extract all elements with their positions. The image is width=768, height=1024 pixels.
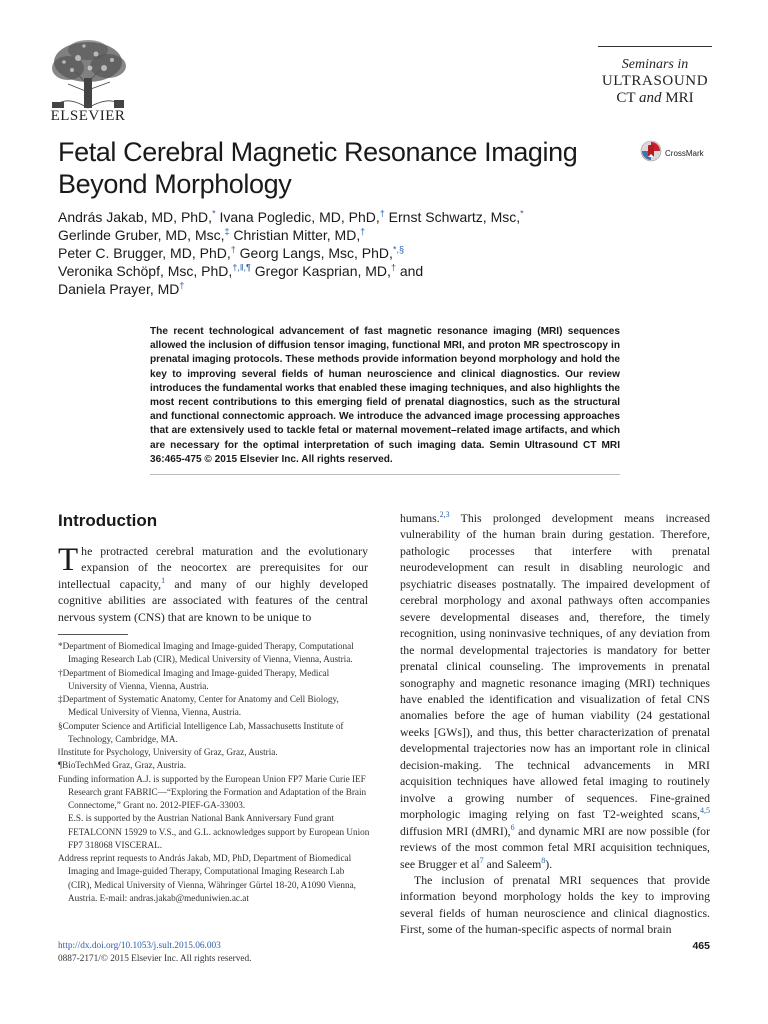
abstract <box>150 325 620 467</box>
reference-link[interactable]: 7 <box>479 855 484 865</box>
affiliation-mark[interactable]: † <box>360 226 366 237</box>
abstract-rule <box>150 474 620 475</box>
citation-line: Semin Ultrasound CT MRI 36:465-475 © 2015 Elsevier Inc. All rights reserved. <box>150 439 620 465</box>
journal-line-3c: MRI <box>661 90 694 106</box>
journal-line-1: Seminars in <box>621 57 689 72</box>
intro-left-text-b: and many of our highly developed cognitive abilities are associated with features of the central nervous system (CNS) that are known to be unique to <box>58 576 368 624</box>
intro-right-text-f: ). <box>545 856 553 871</box>
left-column <box>58 510 368 625</box>
journal-line-2: ULTRASOUND <box>601 73 709 89</box>
author-name: András Jakab, MD, PhD, <box>58 209 213 225</box>
page-number: 465 <box>692 940 710 952</box>
crossmark-icon <box>640 140 662 167</box>
journal-name <box>598 56 712 107</box>
intro-right-text-c: diffusion MRI (dMRI), <box>400 823 511 838</box>
publisher-wordmark: ELSEVIER <box>50 108 126 124</box>
journal-line-3a: CT <box>616 90 640 106</box>
reference-link[interactable]: 8 <box>541 855 546 865</box>
affiliation-mark[interactable]: * <box>212 208 216 219</box>
affiliation-footnote: ¶BioTechMed Graz, Graz, Austria. <box>58 760 187 771</box>
author-name: Gerlinde Gruber, MD, Msc, <box>58 227 225 243</box>
author-list <box>58 208 598 298</box>
author-name: Christian Mitter, MD, <box>229 227 361 243</box>
author-line <box>58 226 598 244</box>
author-name: Daniela Prayer, MD <box>58 281 180 297</box>
author-line <box>58 244 598 262</box>
abstract-text: The recent technological advancement of fast magnetic resonance imaging (MRI) sequences allowed the inclusion of diffusion tensor imaging, functional MRI, and proton MR spectroscopy in prenatal imaging protocols. These methods provide information beyond morphology and hold the key to improving several fields of human neuroscience and clinical diagnostics. Our review introduces the fundamental works that enabled these imaging techniques, and also highlights the most recent contributions to this emerging field of prenatal diagnostics, such as the structural and functional connectomic approach. We introduce the advanced image processing approaches that are extensively used to tackle fetal or maternal movement–related image artifacts, and which are necessary for the optimal interpretation of such imaging data. <box>150 326 620 451</box>
author-name: Peter C. Brugger, MD, PhD, <box>58 245 231 261</box>
intro-right-text-a: humans. <box>400 511 440 525</box>
footnotes <box>58 640 370 905</box>
intro-paragraph-left <box>58 543 368 625</box>
section-heading-introduction: Introduction <box>58 511 158 530</box>
affiliation-footnote: ‖Institute for Psychology, University of Graz, Graz, Austria. <box>58 747 278 757</box>
reprint-address: Address reprint requests to András Jakab, MD, PhD, Department of Biomedical Imaging and Image-guided Therapy, Computational Imaging Research Lab (CIR), Medical University of Vienna, Währinger Gürtel 18-20, A1090 Vienna, Austria. E-mail: andras.jakab@meduniwien.ac.at <box>58 853 356 903</box>
intro-left-text-a: he protracted cerebral maturation and the evolutionary expansion of the neocortex are prerequisites for our intellectual capacity, <box>58 544 368 591</box>
affiliation-mark[interactable]: † <box>230 244 236 255</box>
affiliation-footnote: †Department of Biomedical Imaging and Image-guided Therapy, Medical University of Vienna, Vienna, Austria. <box>58 667 330 691</box>
copyright-line: 0887-2171/© 2015 Elsevier Inc. All rights reserved. <box>58 954 252 964</box>
reference-link[interactable]: 1 <box>161 575 166 585</box>
intro-right-text-d: and dynamic MRI are now possible (for reviews of the most common fetal MRI acquisition techniques, see Brugger et al <box>400 823 710 871</box>
author-line <box>58 262 598 280</box>
reference-link[interactable]: 6 <box>510 822 515 832</box>
article-title <box>58 136 618 200</box>
title-line-2: Beyond Morphology <box>58 169 292 199</box>
author-name: Gregor Kasprian, MD, <box>250 263 391 279</box>
affiliation-mark[interactable]: ‡ <box>224 226 230 237</box>
affiliation-mark[interactable]: † <box>379 208 385 219</box>
crossmark-label: CrossMark <box>665 148 704 158</box>
reference-link[interactable]: 2,3 <box>439 510 450 520</box>
affiliation-mark[interactable]: *,§ <box>392 244 404 255</box>
dropcap: T <box>58 542 79 578</box>
author-name: Georg Langs, Msc, PhD, <box>235 245 393 261</box>
affiliation-footnote: *Department of Biomedical Imaging and Image-guided Therapy, Computational Imaging Research Lab (CIR), Medical University of Vienna, Vienna, Austria. <box>58 641 354 665</box>
affiliation-list <box>58 640 370 773</box>
funding-info-2: E.S. is supported by the Austrian National Bank Anniversary Fund grant FETALCONN 15929 to V.S., and G.L. acknowledges support by European Union FP7 318068 VISCERAL. <box>68 813 370 850</box>
intro-right-text-b: This prolonged development means increased vulnerability of the human brain during gestation. Therefore, pathologic processes that interfere with prenatal neurodevelopment can result in disabling neurologic and psychiatric diseases postnatally. The impaired development of cerebral morphology and axonal pathways often accompanies severe developmental diseases and, therefore, the timely recognition, using noninvasive techniques, of any deviation from the normal developmental trajectories is mandatory for better prenatal clinical counseling. The improvements in prenatal sonography and magnetic resonance imaging (MRI) techniques have enabled the identification and visualization of fetal CNS anomalies before the age of human viability (24 gestational weeks [GWs]), and thus, this better characterization of prenatal developmental trajectories now has an important role in clinical decision-making. The technical advancements in MRI acquisition techniques have allowed fetal imaging to routinely involve a growing number of sequences. Fine-grained morphologic imaging relying on fast T2-weighted scans, <box>400 511 710 822</box>
intro-paragraph-right-2: The inclusion of prenatal MRI sequences that provide information beyond morphology holds the key to improving several fields of human neuroscience and clinical diagnostics. First, some of the human-specific aspects of normal brain <box>400 872 710 937</box>
title-line-1: Fetal Cerebral Magnetic Resonance Imaging <box>58 137 578 167</box>
affiliation-footnote: §Computer Science and Artificial Intelligence Lab, Massachusetts Institute of Technology, Cambridge, MA. <box>58 720 344 744</box>
affiliation-mark[interactable]: †,‖,¶ <box>232 262 251 273</box>
author-line <box>58 280 598 298</box>
author-line <box>58 208 598 226</box>
doi-link[interactable]: http://dx.doi.org/10.1053/j.sult.2015.06.003 <box>58 941 221 951</box>
journal-line-3 <box>598 90 712 107</box>
crossmark-badge[interactable] <box>640 142 720 164</box>
affiliation-footnote: ‡Department of Systematic Anatomy, Center for Anatomy and Cell Biology, Medical University of Vienna, Vienna, Austria. <box>58 694 339 718</box>
funding-info: Funding information A.J. is supported by the European Union FP7 Marie Curie IEF Research grant FABRIC—“Exploring the Formation and Adaptation of the Brain Connectome,” Grant no. 2012-PIEF-GA-33003. <box>58 773 367 810</box>
intro-paragraph-right-1 <box>400 510 710 872</box>
author-name: and <box>395 263 424 279</box>
affiliation-mark[interactable]: † <box>390 262 396 273</box>
footnote-rule <box>58 634 128 635</box>
affiliation-mark[interactable]: * <box>520 208 524 219</box>
journal-line-3b: and <box>639 90 662 106</box>
author-name: Ivana Pogledic, MD, PhD, <box>215 209 380 225</box>
reference-link[interactable]: 4,5 <box>700 806 710 816</box>
intro-right-text-e: and Saleem <box>483 856 542 871</box>
author-name: Veronika Schöpf, Msc, PhD, <box>58 263 233 279</box>
journal-rule <box>598 46 712 47</box>
right-column <box>400 510 710 938</box>
author-name: Ernst Schwartz, Msc, <box>384 209 521 225</box>
footer-info <box>58 940 378 966</box>
affiliation-mark[interactable]: † <box>179 280 185 291</box>
